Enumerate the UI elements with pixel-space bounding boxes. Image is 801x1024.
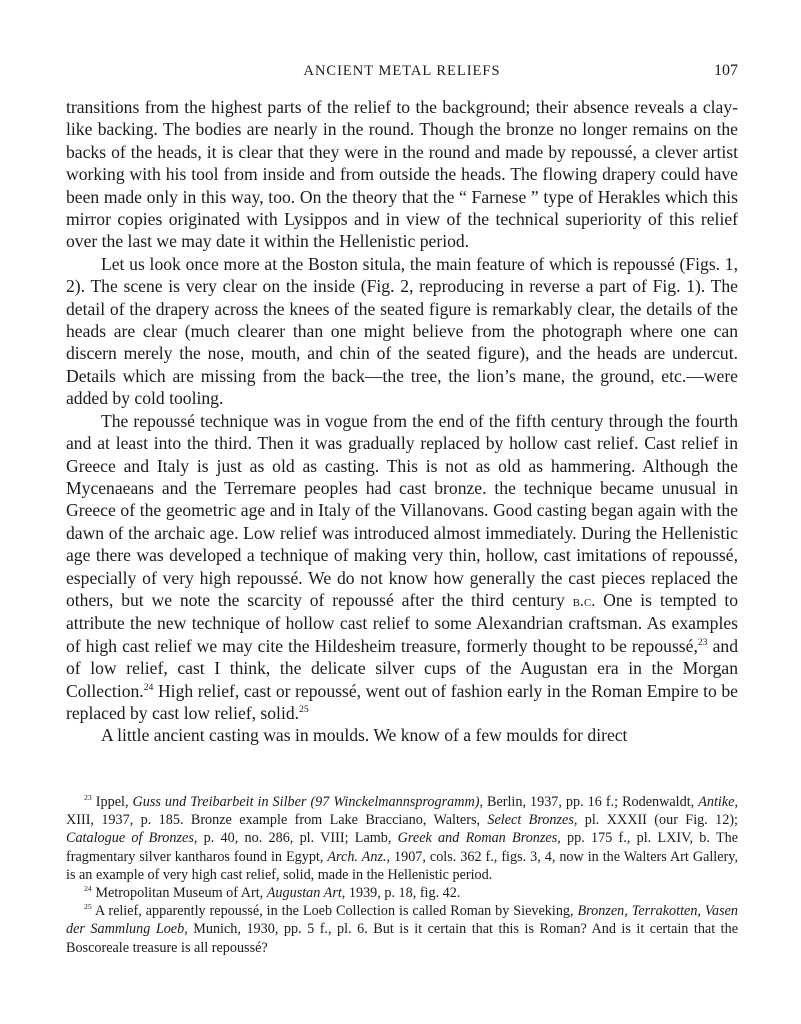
footnote-ref-23[interactable]: 23 (697, 636, 708, 648)
era-abbreviation: b.c. (572, 591, 596, 610)
paragraph-continuation: transitions from the highest parts of the relief to the background; their absence reveals a clay-like backing. The bodies are nearly in the round. Though the bronze no longer remains on the backs of the heads, it is clear that they were in the round and made by repoussé, a clever artist working with his tool from inside and from outside the heads. The flowing drapery could have been made only in this way, too. On the theory that the “ Farnese ” type of Herakles which this mirror copies originated with Lysippos and in view of the technical superiority of this relief over the last we may date it within the Hellenistic period. (66, 97, 738, 252)
footnote-ref-25[interactable]: 25 (299, 703, 309, 715)
main-text (66, 96, 738, 747)
footnote-25: $^{25}$ A relief, apparently repoussé, in the Loeb Collection is called Roman by Sieveking, Bronzen, Terrakotten, Vasen der Sammlung Loeb, Munich, 1930, pp. 5 f., pl. 6. But is it certain that this is Roman? And is it certain that the Boscoreale treasure is all repoussé? (66, 902, 739, 956)
footnote-23: $^{23}$ Ippel, Guss und Treibarbeit in Silber (97 Winckelmannsprogramm), Berlin, 1937, pp. 16 f.; Rodenwaldt, Antike, XIII, 1937, p. 185. Bronze example from Lake Bracciano, Walters, Select Bronzes, pl. XXXII (our Fig. 12); Catalogue of Bronzes, p. 40, no. 286, pl. VIII; Lamb, Greek and Roman Bronzes, pp. 175 f., pl. LXIV, b. The fragmentary silver kantharos found in Egypt, Arch. Anz., 1907, cols. 362 f., figs. 3, 4, now in the Walters Art Gallery, is an example of very high cast relief, solid, made in the Hellenistic period. (66, 793, 739, 883)
footnote-24: $^{24}$ Metropolitan Museum of Art, Augustan Art, 1939, p. 18, fig. 42. (84, 884, 461, 902)
paragraph-repousse-technique: The repoussé technique was in vogue from the end of the fifth century through the fourth and at least into the third. Then it was gradually replaced by hollow cast relief. Cast relief in Greece and Italy is just as old as casting. This is not as old as hammering. Although the Mycenaeans and the Terremare peoples had cast bronze. the technique became unusual in Greece of the geometric age and in Italy of the Villanovans. Good casting began again with the dawn of the archaic age. Low relief was introduced almost immediately. During the Hellenistic age there was developed a technique of making very thin, hollow, cast imitations of repoussé, especially of very high repoussé. We do not know how generally the cast pieces replaced the others, but we note the scarcity of repoussé after the third century b.c. One is tempted to attribute the new technique of hollow cast relief to some Alexandrian craftsman. As examples of high cast relief we may cite the Hildesheim treasure, formerly thought to be repoussé,$^{23}$ and of low relief, cast I think, the delicate silver cups of the Augustan era in the Morgan Collection.$^{24}$ High relief, cast or repoussé, went out of fashion early in the Roman Empire to be replaced by cast low relief, solid.$^{25}$ (66, 410, 738, 723)
running-title: ANCIENT METAL RELIEFS (303, 63, 501, 79)
footnotes (66, 793, 738, 957)
page-number: 107 (714, 62, 738, 79)
page-header (66, 62, 738, 82)
paragraph-moulds: A little ancient casting was in moulds. We know of a few moulds for direct (101, 725, 628, 746)
paragraph-boston-situla: Let us look once more at the Boston situla, the main feature of which is repoussé (Figs. 1, 2). The scene is very clear on the inside (Fig. 2, reproducing in reverse a part of Fig. 1). The detail of the drapery across the knees of the seated figure is remarkably clear, the details of the heads are clear (much clearer than one might believe from the photograph where one can discern merely the nose, mouth, and chin of the seated figure), and the heads are undercut. Details which are missing from the back—the tree, the lion’s mane, the ground, etc.—were added by cold tooling. (66, 253, 738, 409)
footnote-ref-24[interactable]: 24 (143, 681, 154, 693)
